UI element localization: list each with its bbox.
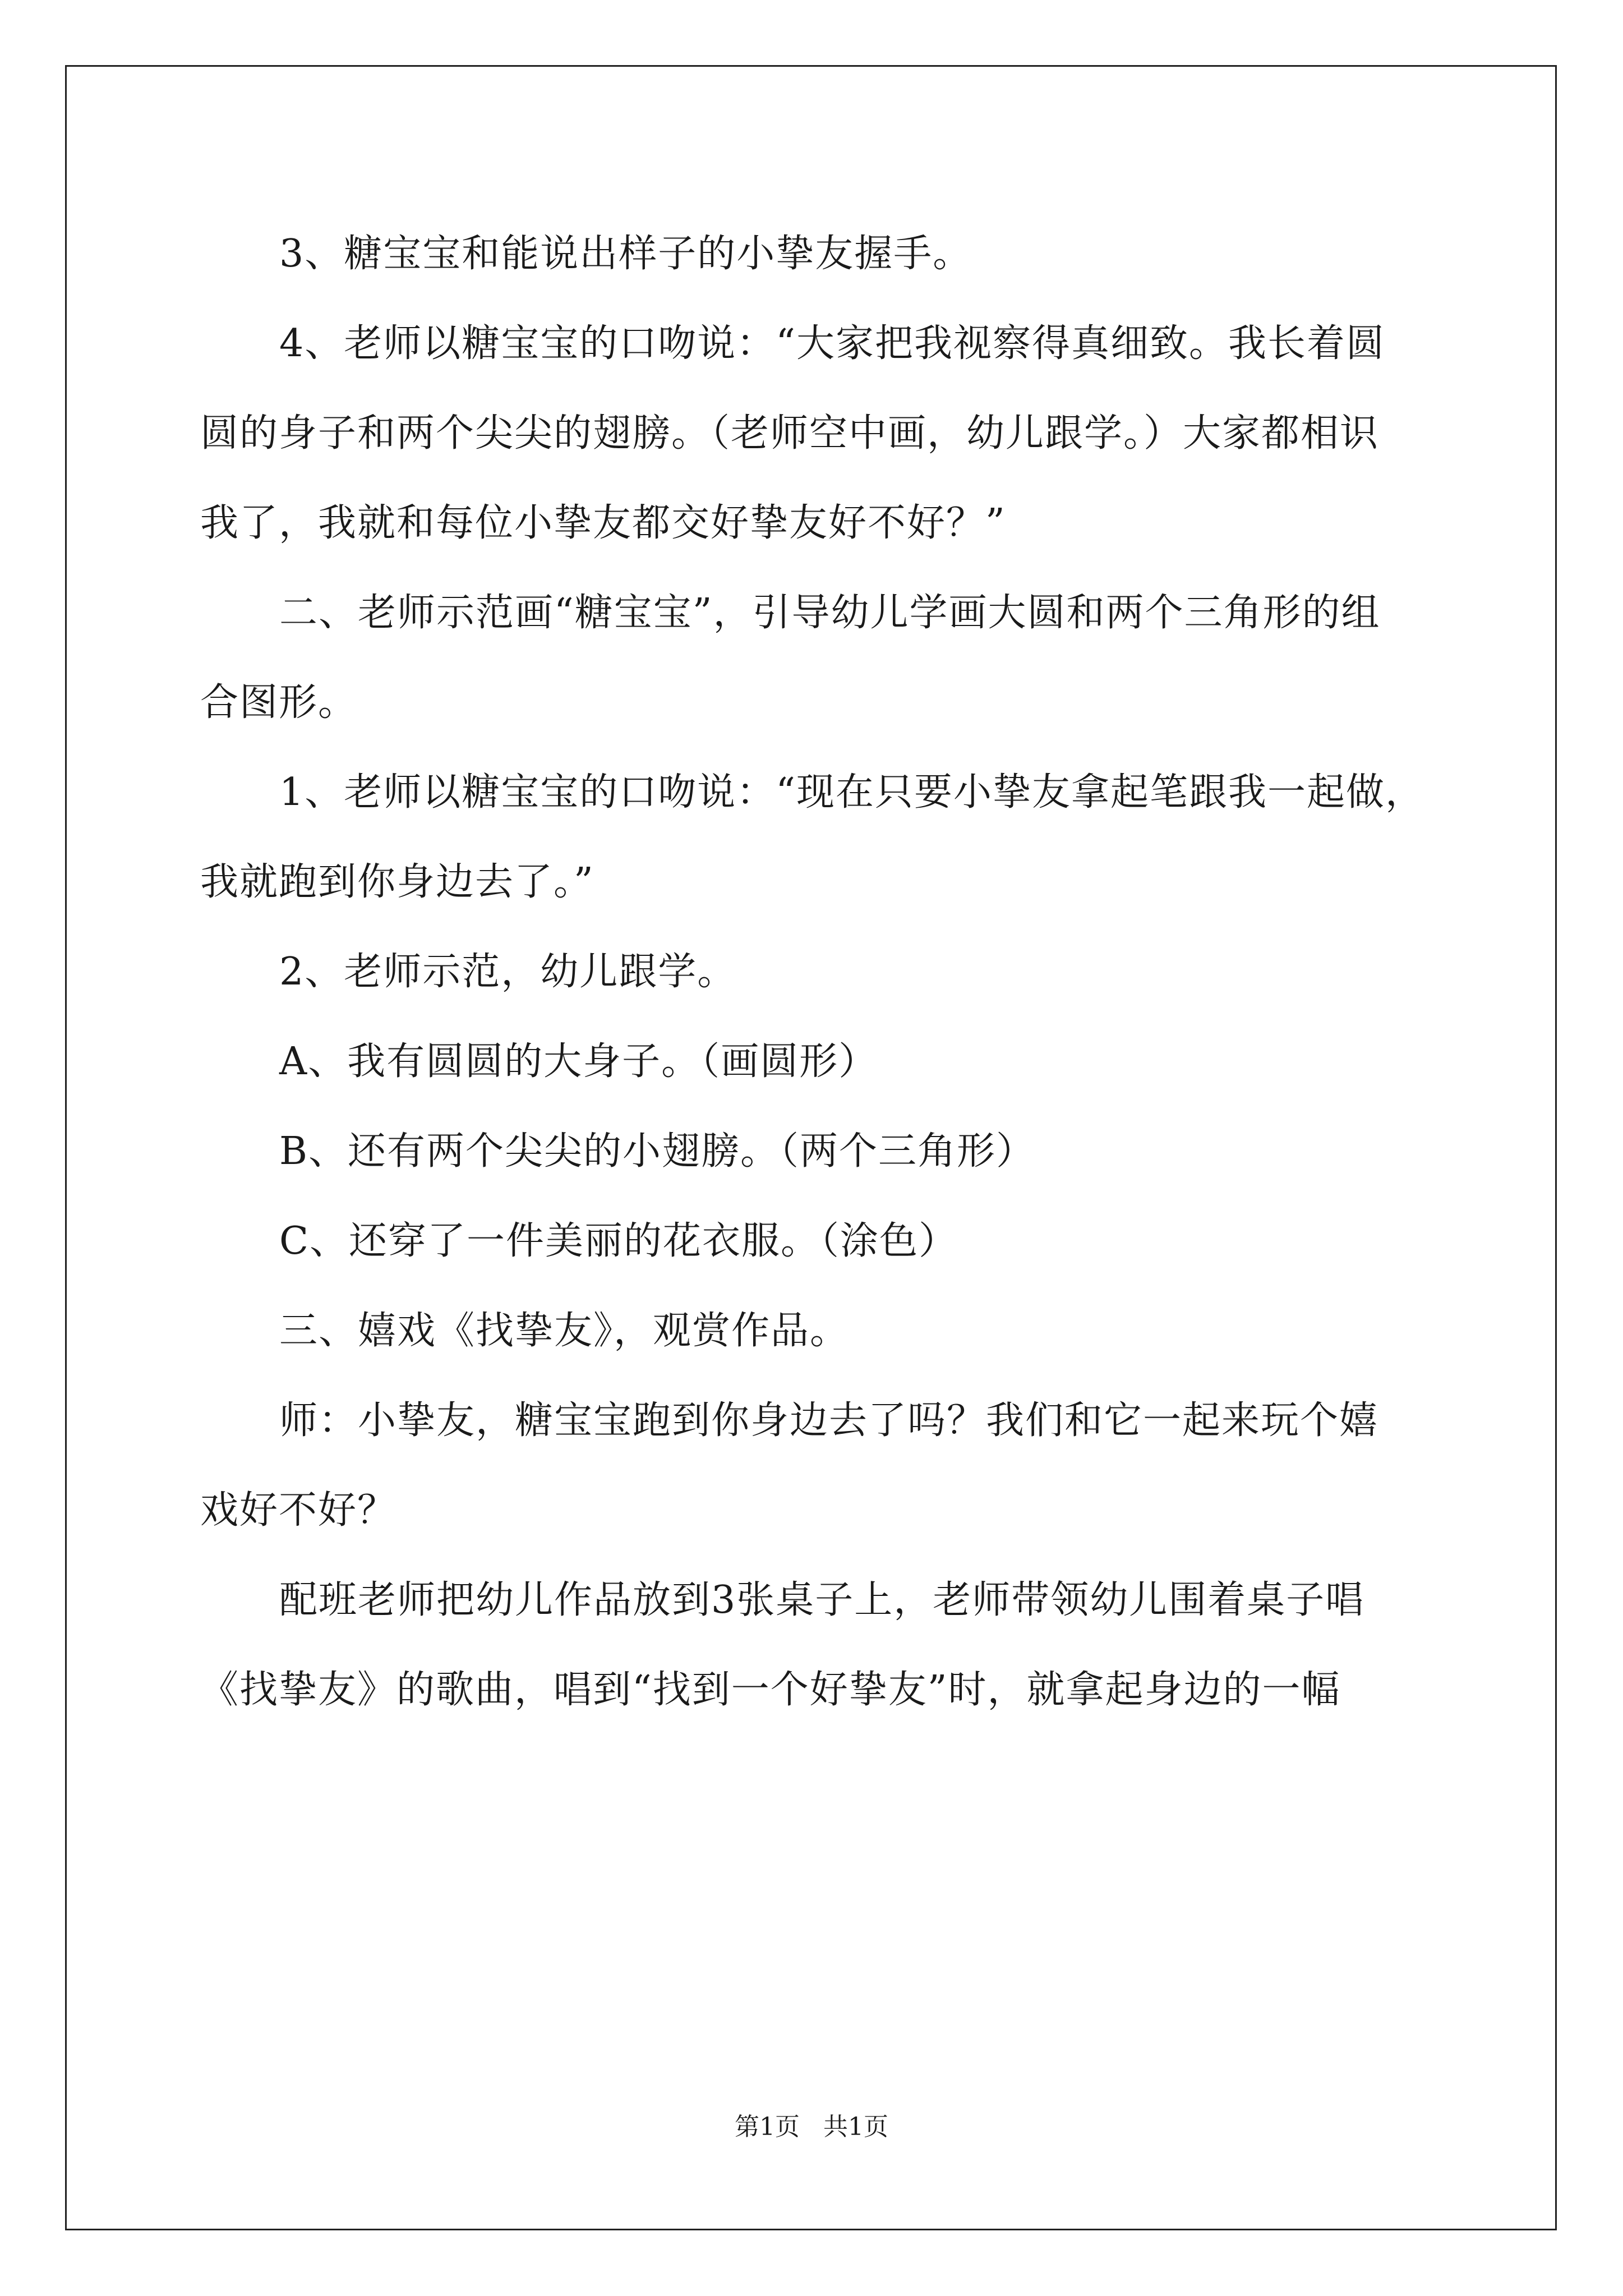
text-line: 1、老师以糖宝宝的口吻说：“现在只要小挚友拿起笔跟我一起做， — [279, 770, 1425, 815]
text-line: 师：小挚友，糖宝宝跑到你身边去了吗？我们和它一起来玩个嬉 — [279, 1398, 1379, 1443]
text-line: A、我有圆圆的大身子。（画圆形） — [279, 1039, 878, 1084]
text-line: 合图形。 — [200, 680, 358, 725]
text-line: 4、老师以糖宝宝的口吻说：“大家把我视察得真细致。我长着圆 — [279, 321, 1386, 366]
text-line: 二、老师示范画“糖宝宝”，引导幼儿学画大圆和两个三角形的组 — [279, 591, 1381, 635]
page-footer — [0, 2106, 1623, 2142]
text-line: C、还穿了一件美丽的花衣服。（涂色） — [279, 1219, 958, 1263]
text-line: 我就跑到你身边去了。” — [200, 860, 594, 904]
text-line: 3、糖宝宝和能说出样子的小挚友握手。 — [279, 232, 972, 276]
text-line: 2、老师示范，幼儿跟学。 — [279, 950, 737, 994]
text-line: B、还有两个尖尖的小翅膀。（两个三角形） — [279, 1129, 1035, 1174]
text-line: 《找挚友》的歌曲，唱到“找到一个好挚友”时，就拿起身边的一幅 — [200, 1668, 1341, 1712]
document-body — [200, 209, 1434, 1735]
text-line: 配班老师把幼儿作品放到3张桌子上，老师带领幼儿围着桌子唱 — [279, 1578, 1365, 1622]
text-line: 我了，我就和每位小挚友都交好挚友好不好？” — [200, 501, 1006, 545]
text-line: 三、嬉戏《找挚友》，观赏作品。 — [279, 1309, 850, 1353]
page-number: 第1页 — [735, 2113, 800, 2141]
text-line: 戏好不好？ — [200, 1488, 397, 1533]
text-line: 圆的身子和两个尖尖的翅膀。（老师空中画，幼儿跟学。）大家都相识 — [200, 411, 1380, 455]
page-total: 共1页 — [823, 2113, 888, 2141]
